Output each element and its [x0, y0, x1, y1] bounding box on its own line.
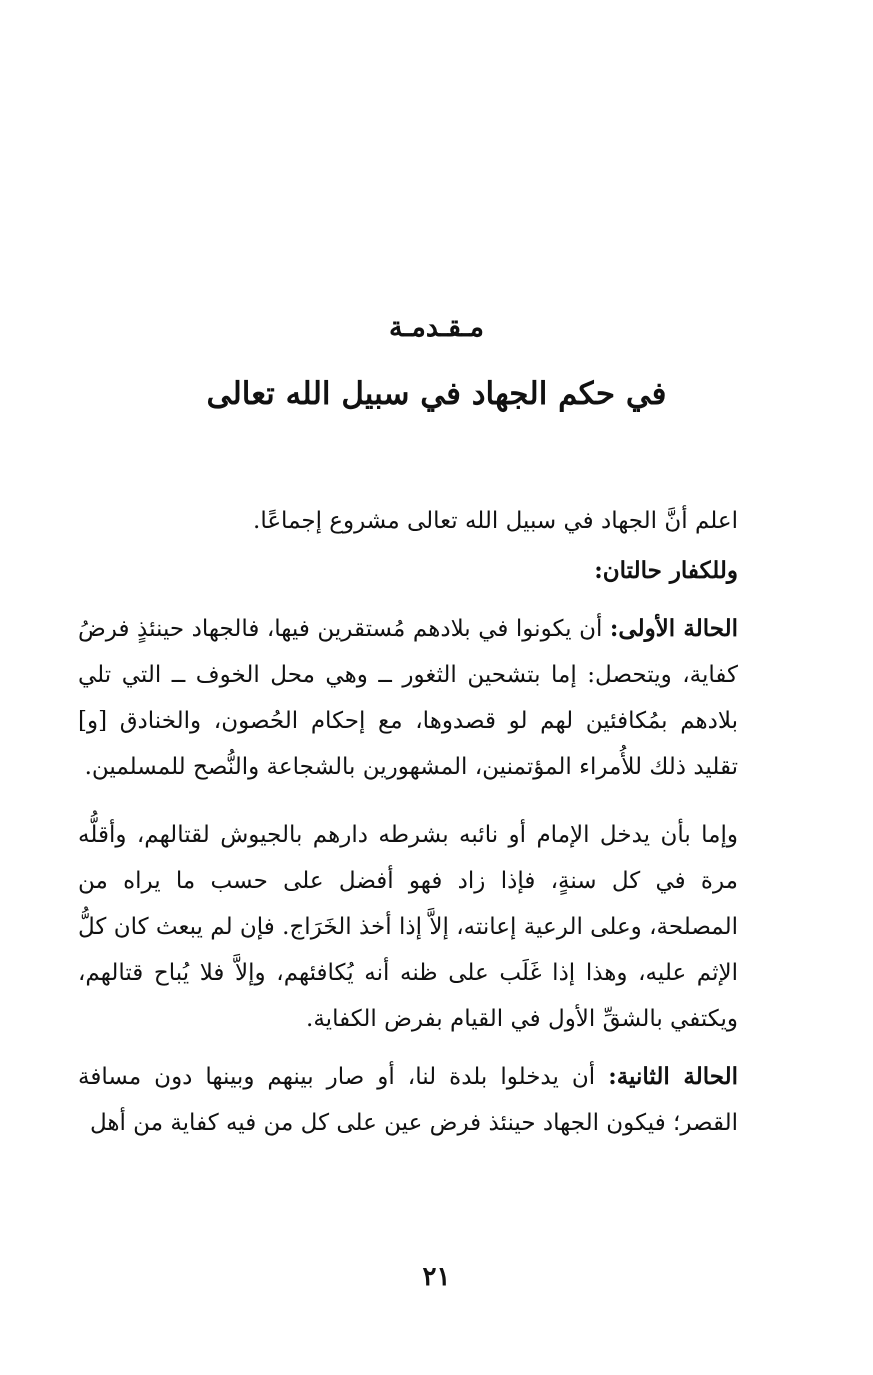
paragraph-intro: اعلم أنَّ الجهاد في سبيل الله تعالى مشروع إجماعًا. — [253, 508, 738, 534]
paragraph-second-state — [78, 1054, 738, 1146]
paragraph-first-state — [78, 606, 738, 790]
page-body — [78, 498, 738, 1146]
first-state-text: أن يكونوا في بلادهم مُستقرين فيها، فالجهاد حينئذٍ فرضُ كفاية، ويتحصل: إما بتشحين الثغور ــ وهي محل الخوف ــ التي تلي بلادهم بمُكافئين لهم لو قصدوها، مع إحكام الحُصون، والخنادق [و] تقليد ذلك للأُمراء المؤتمنين، المشهورين بالشجاعة والنُّصح للمسلمين. — [78, 616, 738, 780]
second-state-text: أن يدخلوا بلدة لنا، أو صار بينهم وبينها دون مسافة القصر؛ فيكون الجهاد حينئذ فرض عين على كل من فيه كفاية من أهل — [78, 1064, 738, 1136]
second-state-term: الحالة الثانية: — [608, 1063, 739, 1090]
page-number: ٢١ — [422, 1262, 451, 1292]
section-heading: مـقـدمـة — [389, 312, 484, 343]
chapter-title: في حكم الجهاد في سبيل الله تعالى — [206, 376, 667, 412]
paragraph-two-states: وللكفار حالتان: — [594, 557, 738, 584]
first-state-term: الحالة الأولى: — [609, 615, 738, 642]
paragraph-imam-campaign: وإما بأن يدخل الإمام أو نائبه بشرطه دارهم بالجيوش لقتالهم، وأقلُّه مرة في كل سنةٍ، فإذا زاد فهو أفضل على حسب ما يراه من المصلحة، وعلى الرعية إعانته، إلاَّ إذا أخذ الخَرَاج. فإن لم يبعث كان كلُّ الإثم عليه، وهذا إذا غَلَب على ظنه أنه يُكافئهم، وإلاَّ فلا يُباح قتالهم، ويكتفي بالشقِّ الأول في القيام بفرض الكفاية. — [78, 822, 738, 1032]
